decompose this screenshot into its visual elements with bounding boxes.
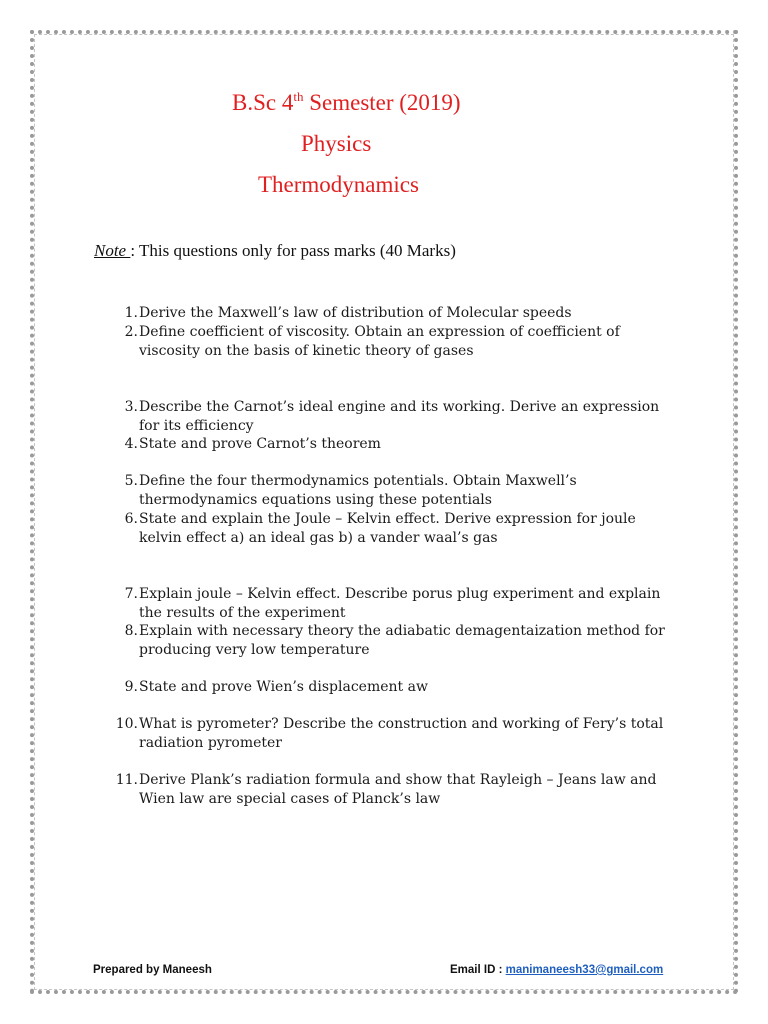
question-item: 6. State and explain the Joule – Kelvin effect. Derive expression for joule kelvin effect a) an ideal gas b) a vander waal’s gas [124, 511, 636, 546]
question-item: 11. Derive Plank’s radiation formula and show that Rayleigh – Jeans law and Wien law are special cases of Planck’s law [115, 772, 657, 807]
question-item: 4. State and prove Carnot’s theorem [124, 436, 381, 452]
question-item: 9. State and prove Wien’s displacement aw [124, 679, 428, 695]
note-line [94, 241, 456, 261]
footer-email-line [450, 964, 663, 976]
email-link[interactable]: manimaneesh33@gmail.com [505, 964, 664, 976]
question-item: 7. Explain joule – Kelvin effect. Describe porus plug experiment and explain the results of the experiment [124, 586, 661, 621]
note-text: : This questions only for pass marks (40 Marks) [130, 241, 456, 260]
header-subject: Physics [301, 131, 372, 156]
question-item: 3. Describe the Carnot’s ideal engine and its working. Derive an expression for its efficiency [124, 399, 660, 434]
header-topic: Thermodynamics [258, 172, 419, 197]
header-semester: B.Sc 4th Semester (2019) [232, 89, 461, 115]
question-item: 10. What is pyrometer? Describe the construction and working of Fery’s total radiation pyrometer [115, 716, 664, 751]
question-item: 5. Define the four thermodynamics potentials. Obtain Maxwell’s thermodynamics equations using these potentials [124, 473, 577, 508]
footer-email-label: Email ID : [450, 964, 506, 976]
footer-prepared-by: Prepared by Maneesh [93, 964, 212, 976]
question-item: 2. Define coefficient of viscosity. Obtain an expression of coefficient of viscosity on the basis of kinetic theory of gases [124, 324, 620, 359]
question-item: 8. Explain with necessary theory the adiabatic demagentaization method for producing very low temperature [124, 623, 665, 658]
question-item: 1. Derive the Maxwell’s law of distribution of Molecular speeds [124, 305, 572, 321]
note-label: Note [94, 241, 131, 260]
